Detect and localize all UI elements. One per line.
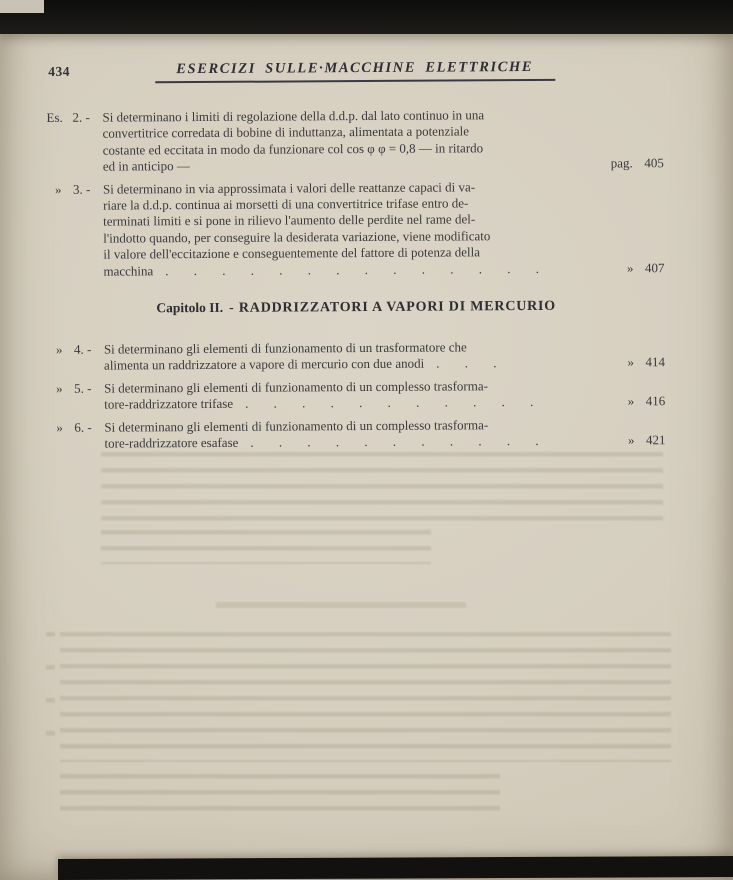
entry-text [104, 339, 601, 375]
entry-line-text: macchina [103, 262, 154, 279]
entry-line: Si determinano i limiti di regolazione della d.d.p. dal lato continuo in una [102, 107, 485, 125]
page-ref-label: » [627, 393, 635, 409]
toc-entry-2 [46, 106, 663, 175]
entry-number: 6. - [74, 419, 92, 435]
page-content [0, 32, 733, 861]
entry-gutter [47, 181, 104, 280]
entry-line: l'indotto quando, per conseguire la desiderata variazione, viene modificato [103, 228, 491, 246]
entry-marker: » [56, 419, 63, 435]
chapter-label: Capitolo II. [156, 299, 224, 316]
entry-line-text: ed in anticipo — [102, 158, 190, 174]
scan-top-edge [0, 0, 733, 34]
chapter-heading [48, 296, 665, 318]
entry-text [104, 416, 601, 452]
entry-number: 2. - [72, 109, 90, 125]
toc-entry-6 [48, 416, 665, 453]
entry-line: Si determinano in via approssimata i valori delle reattanze capaci di va- [102, 178, 476, 197]
entry-line [104, 433, 601, 452]
page-ref [601, 416, 665, 449]
dot-leader: . . . . . . . . . . . [250, 433, 539, 450]
page-ref-number: 407 [644, 259, 665, 275]
toc-entry-4 [48, 338, 665, 375]
entry-number: 3. - [72, 181, 91, 197]
entry-line: Si determinano gli elementi di funzionamento di un complesso trasforma- [104, 378, 488, 396]
page-ref-column [600, 178, 665, 277]
page-ref [601, 338, 665, 371]
page-ref-column [601, 416, 665, 449]
page-ref-column [599, 106, 663, 172]
page-ref [600, 178, 665, 277]
entry-number: 5. - [74, 380, 92, 396]
page-number: 434 [48, 63, 71, 79]
page-ref-number: 421 [645, 431, 666, 447]
entry-marker: » [54, 181, 62, 197]
entry-gutter [48, 380, 104, 413]
running-title: ESERCIZI SULLE·MACCHINE ELETTRICHE [176, 58, 534, 78]
entry-marker: Es. [46, 109, 63, 125]
page-ref-number: 416 [645, 393, 666, 409]
toc-entry-5 [48, 377, 665, 414]
entry-text [103, 178, 601, 279]
entry-marker: » [56, 380, 63, 396]
dot-leader: . . . . . . . . . . . . . . [165, 260, 540, 278]
dot-leader: . . . [436, 355, 497, 372]
entry-line-text: tore-raddrizzatore esafase [104, 434, 239, 451]
chapter-title: - RADDRIZZATORI A VAPORI DI MERCURIO [229, 298, 557, 316]
toc-section-top [46, 106, 664, 280]
entry-line-text: alimenta un raddrizzatore a vapore di mercurio con due anodi [103, 356, 425, 374]
entry-text [104, 377, 601, 413]
entry-line: Si determinano gli elementi di funzionamento di un trasformatore che [103, 339, 467, 357]
entry-gutter [48, 342, 104, 375]
entry-number: 4. - [73, 341, 92, 357]
entry-line: terminati limiti e si pone in rilievo l'aumento delle perdite nel rame del- [103, 211, 476, 230]
page-ref-label: pag. [610, 155, 633, 171]
page-ref-label: » [627, 432, 635, 448]
page-ref-column [601, 377, 665, 410]
toc-entry-3 [47, 178, 665, 280]
entry-line [103, 260, 600, 279]
entry-line: Si determinano gli elementi di funzionamento di un complesso trasforma- [104, 416, 489, 435]
entry-line: convertitrice corredata di bobine di induttanza, alimentata a potenziale [102, 123, 470, 142]
entry-line: il valore dell'eccitazione e conseguentemente del fattore di potenza della [103, 244, 481, 262]
entry-line [104, 355, 601, 374]
page-ref-number: 405 [644, 155, 664, 171]
scan-bottom-edge [58, 856, 733, 880]
entry-gutter [48, 419, 104, 452]
scan-corner-notch [0, 0, 44, 13]
entry-line-text: tore-raddrizzatore trifase [104, 396, 234, 412]
entry-text [102, 107, 599, 176]
entry-line: riare la d.d.p. continua ai morsetti di una convertitrice trifase entro de- [102, 195, 469, 213]
page-ref [599, 106, 663, 172]
page-ref-number: 414 [645, 354, 666, 370]
page-ref-label: » [626, 259, 634, 276]
dot-leader: . . . . . . . . . . . [245, 394, 534, 412]
page-ref-label: » [627, 354, 635, 370]
entry-marker: » [55, 341, 63, 357]
entry-gutter [46, 110, 102, 176]
entry-line [103, 156, 600, 175]
toc-section-chapter2 [48, 338, 666, 452]
page-ref [601, 377, 665, 410]
entry-line: costante ed eccitata in modo da funzionare col cos φ φ = 0,8 — in ritardo [102, 140, 484, 158]
header-rule [155, 79, 555, 84]
entry-line [104, 394, 601, 413]
page-ref-column [601, 338, 665, 371]
running-header [46, 58, 663, 84]
